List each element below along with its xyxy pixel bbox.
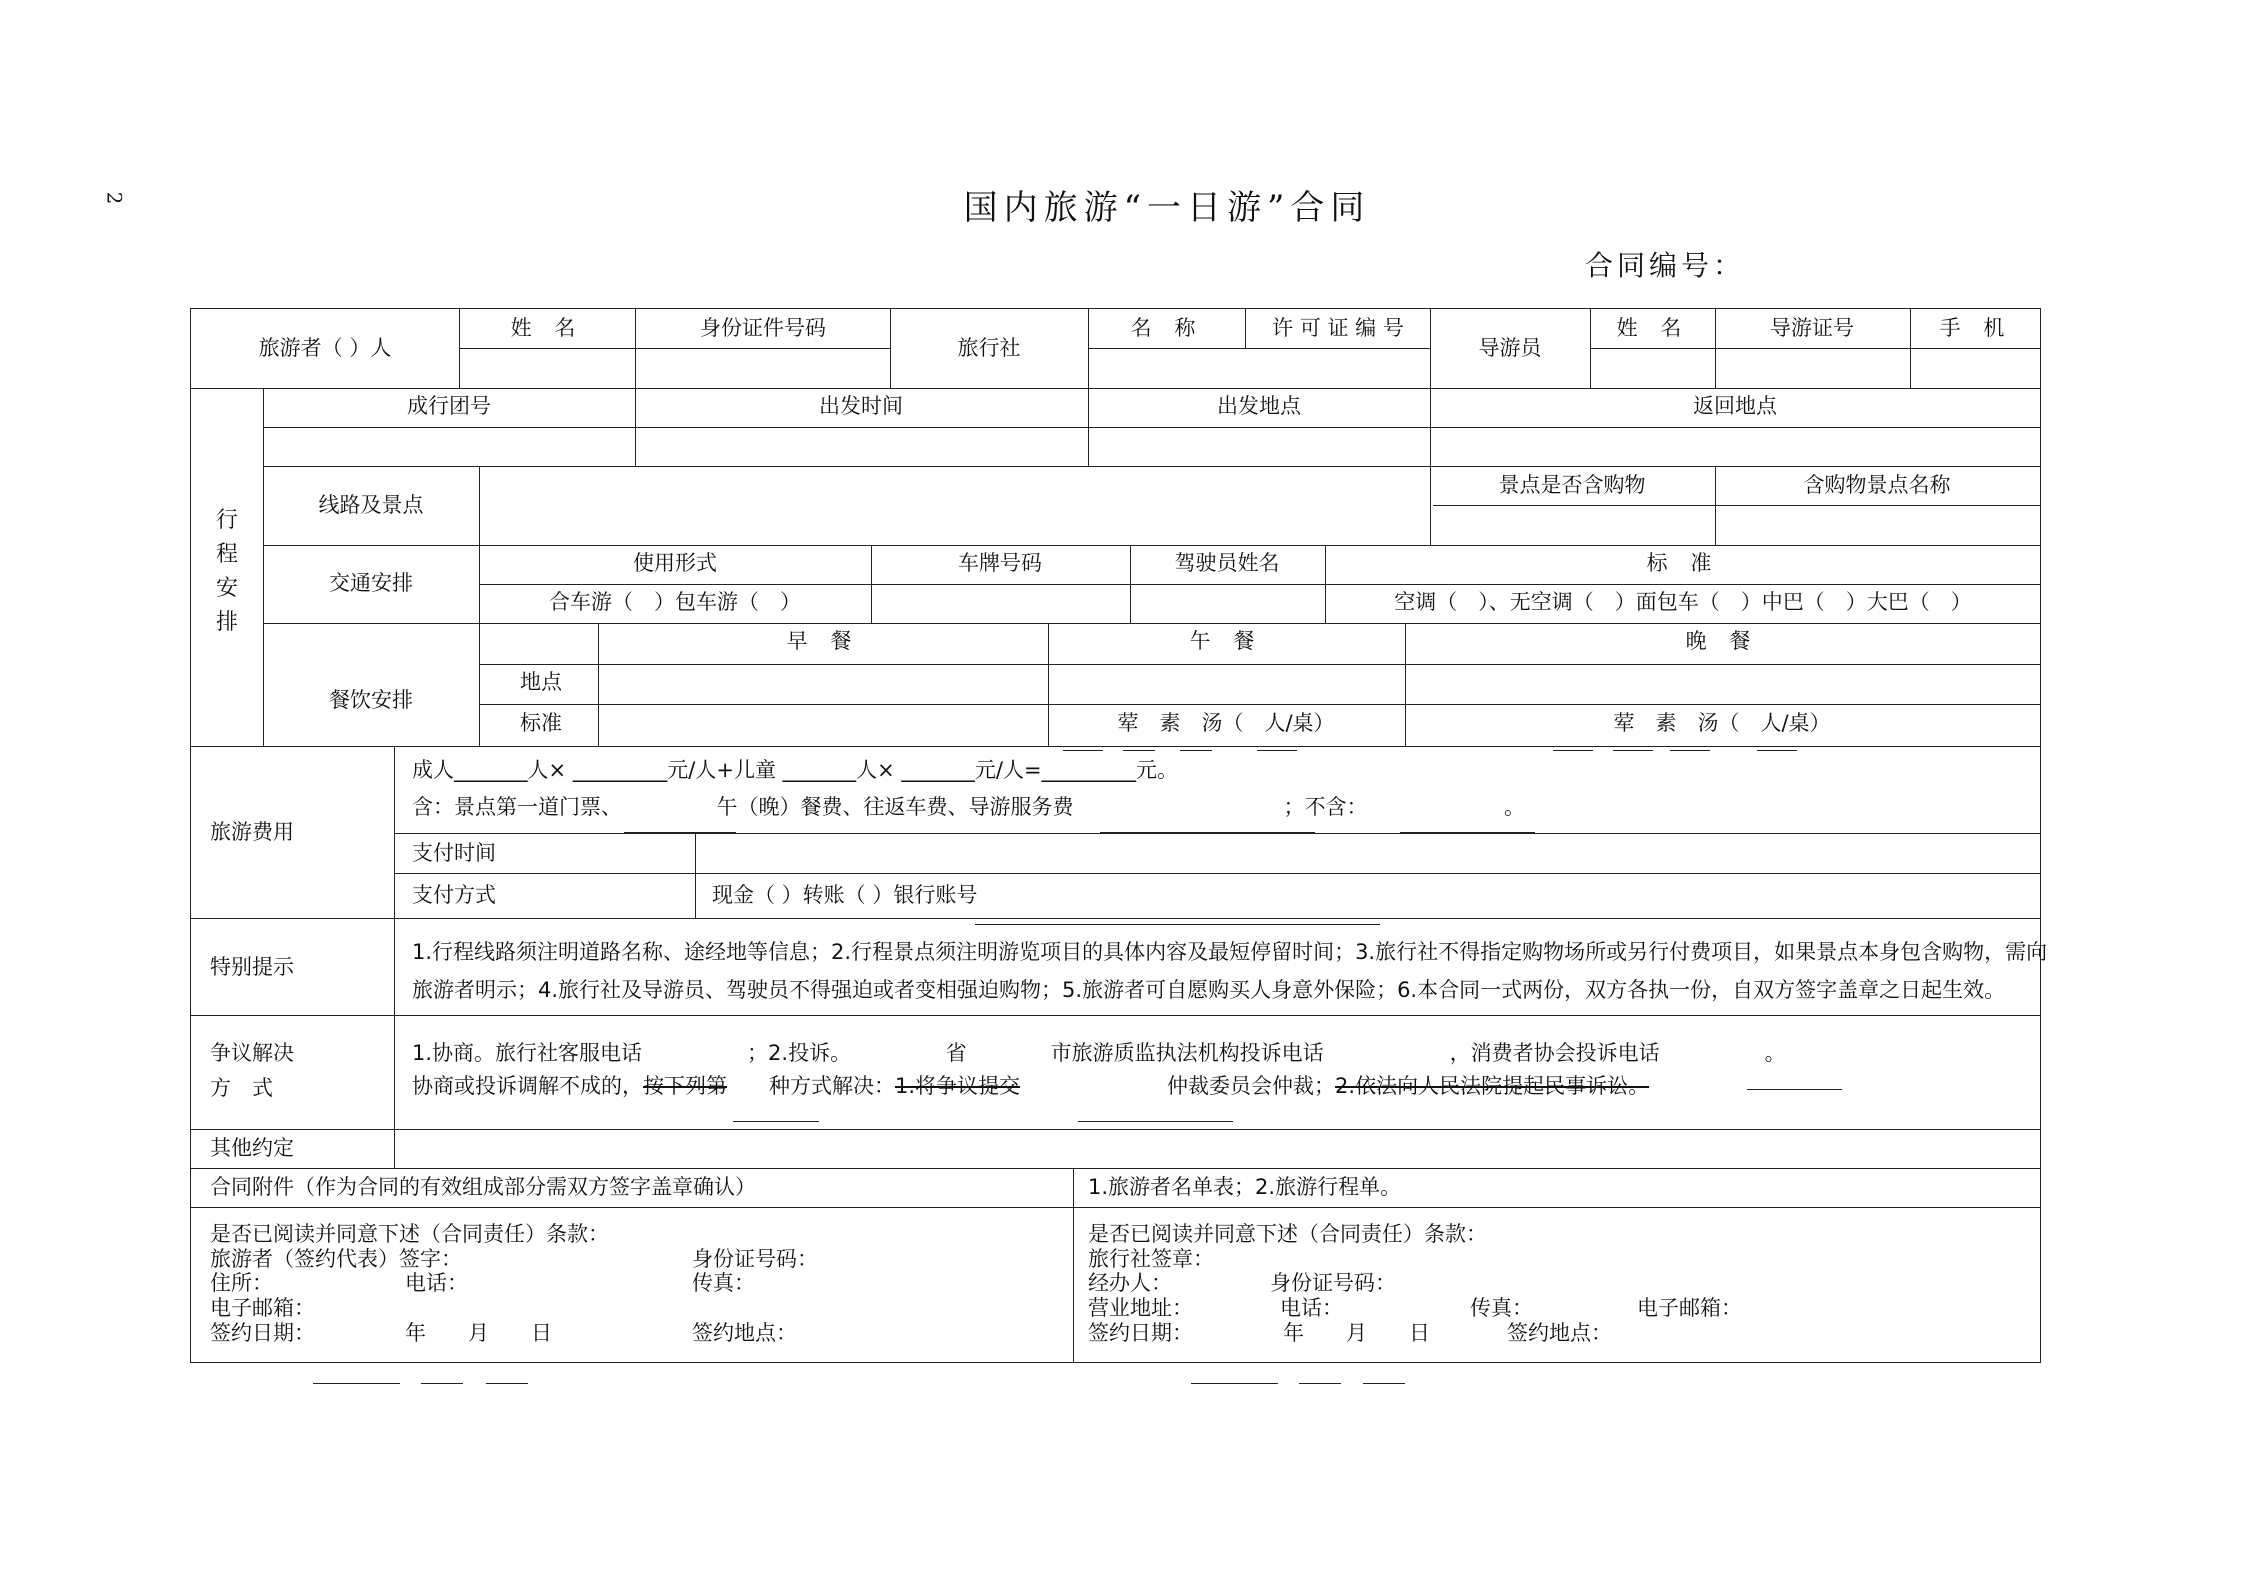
blank-line [1123, 750, 1155, 751]
rule [1245, 308, 1246, 348]
agency-fax-label: 传真： [1470, 1296, 1533, 1320]
fee-label: 旅游费用 [210, 820, 294, 844]
payment-method-label: 支付方式 [412, 883, 496, 907]
blank-line [1100, 832, 1315, 833]
rule [190, 388, 2041, 389]
rule [635, 308, 636, 388]
standard-header: 标 准 [1646, 551, 1720, 575]
rule [263, 388, 264, 746]
rule [635, 388, 636, 467]
blank-line [1670, 750, 1710, 751]
license-number-header: 许 可 证 编 号 [1272, 316, 1404, 340]
rule [263, 545, 2041, 546]
rule [1715, 308, 1716, 388]
agency-label: 旅行社 [957, 336, 1021, 360]
rule [479, 704, 2040, 705]
tourist-agreement: 是否已阅读并同意下述（合同责任）条款： [210, 1222, 609, 1246]
blank-line [624, 832, 736, 833]
rule [190, 1129, 2041, 1130]
tourist-sign-date-label: 签约日期： [210, 1321, 315, 1345]
agency-address-label: 营业地址： [1088, 1296, 1193, 1320]
payment-time-label: 支付时间 [412, 841, 496, 865]
rule [190, 1015, 2041, 1016]
meal-standard-label: 标准 [520, 711, 562, 735]
lunch-standard: 荤 素 汤（ 人/桌） [1117, 711, 1335, 735]
blank-line [1257, 750, 1297, 751]
rule [1088, 348, 1430, 349]
tourist-sign-place-label: 签约地点： [692, 1321, 797, 1345]
rule [263, 427, 2041, 428]
tourist-signature-label: 旅游者（签约代表）签字： [210, 1247, 462, 1271]
blank-line [1180, 750, 1212, 751]
rule [1910, 308, 1911, 388]
rule [1430, 388, 1431, 545]
rule [190, 1168, 2041, 1169]
blank-line [1063, 750, 1103, 751]
notice-line-2: 旅游者明示；4.旅行社及导游员、驾驶员不得强迫或者变相强迫购物；5.旅游者可自愿购买人身意外保险；6.本合同一式两份，双方各执一份，自双方签字盖章之日起生效。 [412, 978, 2006, 1002]
rule [479, 466, 480, 746]
itinerary-section-label: 行程安排 [215, 508, 238, 635]
blank-line [1363, 1383, 1405, 1384]
departure-place-header: 出发地点 [1217, 394, 1301, 418]
blank-line [421, 1383, 463, 1384]
usage-header: 使用形式 [633, 551, 717, 575]
notice-line-1: 1.行程线路须注明道路名称、途经地等信息；2.行程景点须注明游览项目的具体内容及最短停留时间；3.旅行社不得指定购物场所或另行付费项目，如果景点本身包含购物，需向 [412, 940, 2048, 964]
dinner-header: 晚 餐 [1685, 629, 1759, 653]
phone-header: 手 机 [1939, 316, 2013, 340]
agency-sign-date: 年 月 日 [1283, 1321, 1430, 1345]
rule [1430, 308, 1431, 388]
rule [263, 466, 2041, 467]
guide-label: 导游员 [1478, 336, 1542, 360]
meal-place-label: 地点 [520, 670, 562, 694]
rule [1715, 466, 1716, 545]
lunch-header: 午 餐 [1189, 629, 1263, 653]
vehicle-standard-options: 空调（ ）、无空调（ ）面包车（ ）中巴（ ）大巴（ ） [1394, 590, 1972, 614]
tourist-sign-date: 年 月 日 [405, 1321, 552, 1345]
blank-line [1400, 832, 1535, 833]
payment-options: 现金（ ）转账（ ）银行账号 [712, 883, 978, 907]
guide-name-header: 姓 名 [1616, 316, 1690, 340]
driver-header: 驾驶员姓名 [1174, 551, 1280, 575]
other-terms-label: 其他约定 [210, 1136, 294, 1160]
tourist-count-label: 旅游者（ ）人 [258, 336, 392, 360]
blank-line [1078, 1121, 1233, 1122]
dispute-line-1: 1.协商。旅行社客服电话 ；2.投诉。 省 市旅游质监执法机构投诉电话 ，消费者协会投诉电话 。 [412, 1041, 1786, 1065]
tourist-email-label: 电子邮箱： [210, 1296, 315, 1320]
rule [1073, 1168, 1074, 1363]
blank-line [733, 1121, 819, 1122]
rule [460, 348, 890, 349]
agency-agreement: 是否已阅读并同意下述（合同责任）条款： [1088, 1222, 1487, 1246]
fee-formula: 成人_______人× _________元/人+儿童 _______人× _______元/人=_________元。 [412, 758, 1179, 782]
agency-sign-date-label: 签约日期： [1088, 1321, 1193, 1345]
rule [1590, 348, 2040, 349]
dispute-line-2: 协商或投诉调解不成的，按下列第 种方式解决：1.将争议提交 仲裁委员会仲裁；2.依法向人民法院提起民事诉讼。 [412, 1074, 1650, 1098]
agency-handler-id-label: 身份证号码： [1270, 1271, 1396, 1295]
tourist-id-label: 身份证号码： [692, 1247, 818, 1271]
rule [1088, 308, 1089, 388]
blank-line [1553, 750, 1593, 751]
attachment-label: 合同附件（作为合同的有效组成部分需双方签字盖章确认） [210, 1175, 756, 1199]
rule [598, 623, 599, 746]
blank-line [1613, 750, 1653, 751]
blank-line [1757, 750, 1797, 751]
dinner-standard: 荤 素 汤（ 人/桌） [1613, 711, 1831, 735]
rule [1590, 308, 1591, 388]
rule [479, 664, 2040, 665]
rule [394, 873, 2040, 874]
attachment-content: 1.旅游者名单表；2.旅游行程单。 [1088, 1175, 1402, 1199]
shopping-flag-header: 景点是否含购物 [1498, 473, 1646, 497]
contract-number-label: 合同编号： [1585, 249, 1746, 282]
group-number-header: 成行团号 [407, 394, 491, 418]
dispute-label: 争议解决 [210, 1041, 294, 1065]
tourist-name-header: 姓 名 [510, 316, 584, 340]
meals-label: 餐饮安排 [329, 688, 413, 712]
blank-line [975, 924, 1380, 925]
blank-line [1191, 1383, 1278, 1384]
plate-header: 车牌号码 [958, 551, 1042, 575]
shopping-names-header: 含购物景点名称 [1803, 473, 1951, 497]
rule [190, 918, 2041, 919]
notice-label: 特别提示 [210, 955, 294, 979]
tourist-phone-label: 电话： [405, 1271, 468, 1295]
rule [1048, 623, 1049, 746]
usage-options: 合车游（ ）包车游（ ） [549, 590, 801, 614]
rule [1130, 545, 1131, 623]
blank-line [1747, 1089, 1842, 1090]
tourist-fax-label: 传真： [692, 1271, 755, 1295]
fee-inclusions: 含：景点第一道门票、 午（晚）餐费、往返车费、导游服务费 ；不含： 。 [412, 795, 1525, 819]
rule [459, 308, 460, 388]
rule [263, 623, 2041, 624]
rule [695, 833, 696, 918]
rule [394, 746, 395, 1169]
tourist-address-label: 住所： [210, 1271, 273, 1295]
rule [190, 746, 2041, 747]
return-place-header: 返回地点 [1693, 394, 1777, 418]
rule [190, 1207, 2041, 1208]
blank-line [1299, 1383, 1341, 1384]
rule [871, 545, 872, 623]
route-label: 线路及景点 [318, 493, 424, 517]
dispute-label-2: 方 式 [210, 1076, 273, 1100]
blank-line [486, 1383, 528, 1384]
breakfast-header: 早 餐 [786, 629, 860, 653]
rule [479, 584, 2040, 585]
agency-sign-place-label: 签约地点： [1507, 1321, 1612, 1345]
rule [1325, 545, 1326, 623]
rule [1088, 388, 1089, 467]
contract-title: 国内旅游“一日游”合同 [963, 188, 1371, 228]
agency-name-header: 名 称 [1130, 316, 1204, 340]
agency-phone-label: 电话： [1280, 1296, 1343, 1320]
rule [1405, 623, 1406, 746]
rule [890, 308, 891, 388]
departure-time-header: 出发时间 [819, 394, 903, 418]
blank-line [313, 1383, 400, 1384]
id-number-header: 身份证件号码 [700, 316, 826, 340]
agency-email-label: 电子邮箱： [1637, 1296, 1742, 1320]
agency-handler-label: 经办人： [1088, 1271, 1172, 1295]
rule [1433, 505, 2040, 506]
agency-seal-label: 旅行社签章： [1088, 1247, 1214, 1271]
page-number: 2 [102, 191, 127, 205]
transport-label: 交通安排 [329, 571, 413, 595]
guide-cert-header: 导游证号 [1770, 316, 1854, 340]
